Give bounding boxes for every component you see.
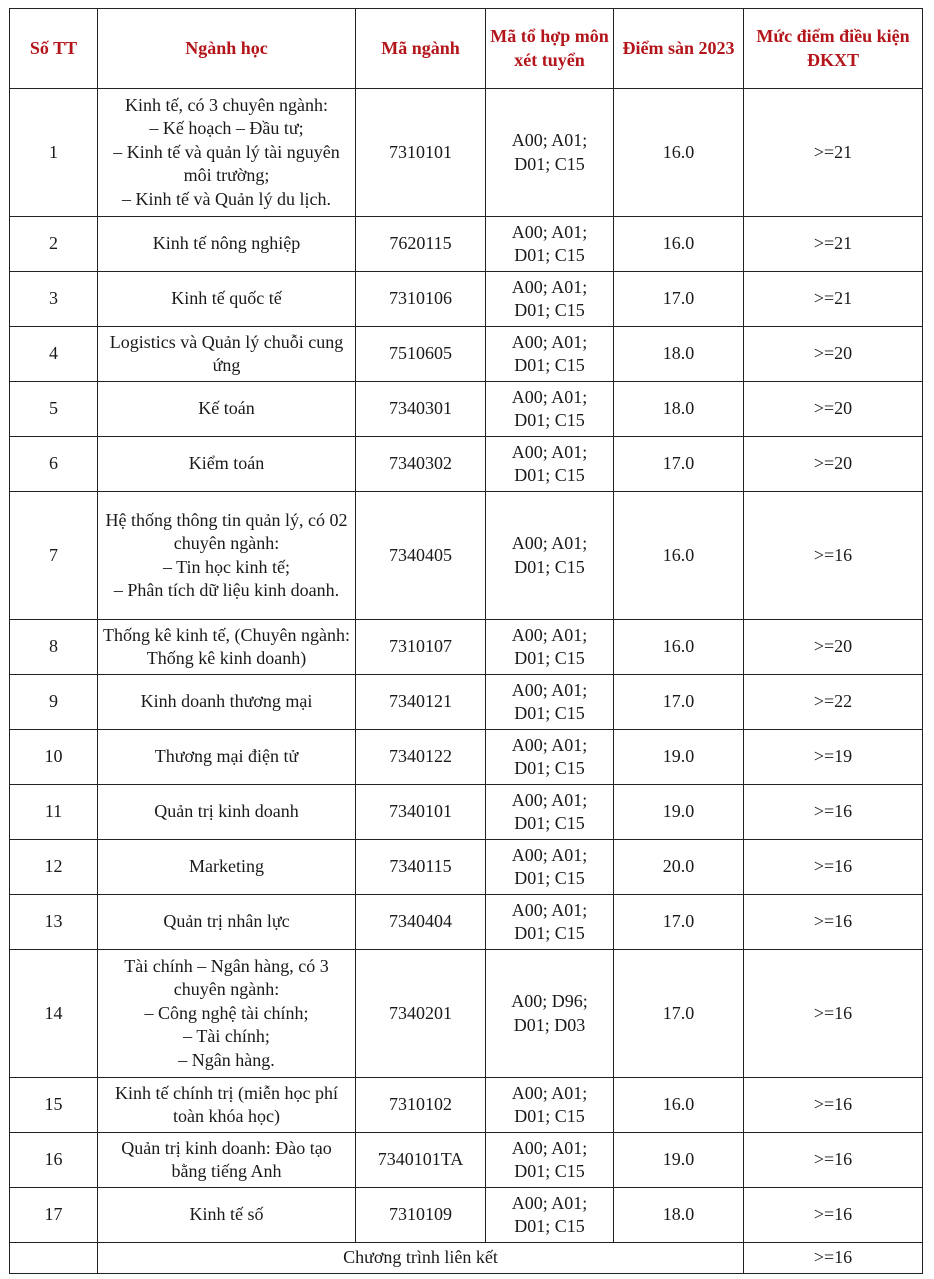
table-row — [10, 730, 923, 785]
cell-stt: 10 — [10, 730, 98, 785]
cell-code: 7310106 — [356, 272, 486, 327]
table-row — [10, 272, 923, 327]
cell-stt: 5 — [10, 382, 98, 437]
cell-floor: 17.0 — [614, 272, 744, 327]
cell-stt: 14 — [10, 950, 98, 1078]
cell-floor: 16.0 — [614, 1078, 744, 1133]
cell-code: 7340201 — [356, 950, 486, 1078]
cell-code: 7310107 — [356, 620, 486, 675]
cell-code: 7340122 — [356, 730, 486, 785]
cell-code: 7310109 — [356, 1188, 486, 1243]
table-row — [10, 950, 923, 1078]
cell-code: 7340302 — [356, 437, 486, 492]
table-row — [10, 1188, 923, 1243]
cell-major: Kế toán — [98, 382, 356, 437]
cell-cond: >=16 — [744, 492, 923, 620]
header-row — [10, 9, 923, 89]
cell-stt: 3 — [10, 272, 98, 327]
cell-cond: >=21 — [744, 272, 923, 327]
cell-floor: 18.0 — [614, 1188, 744, 1243]
cell-code: 7340404 — [356, 895, 486, 950]
cell-stt: 6 — [10, 437, 98, 492]
table-row — [10, 382, 923, 437]
cell-major: Logistics và Quản lý chuỗi cung ứng — [98, 327, 356, 382]
cell-cond: >=21 — [744, 217, 923, 272]
table-row — [10, 492, 923, 620]
cell-stt: 11 — [10, 785, 98, 840]
cell-combo: A00; A01; D01; C15 — [486, 272, 614, 327]
cell-stt: 7 — [10, 492, 98, 620]
cell-combo: A00; A01; D01; C15 — [486, 89, 614, 217]
table-row — [10, 895, 923, 950]
table-row — [10, 217, 923, 272]
table-row — [10, 437, 923, 492]
table-row — [10, 840, 923, 895]
cell-combo: A00; A01; D01; C15 — [486, 327, 614, 382]
header-stt: Số TT — [10, 9, 98, 89]
cell-cond: >=20 — [744, 327, 923, 382]
cell-major: Thương mại điện tử — [98, 730, 356, 785]
cell-major: Quản trị kinh doanh — [98, 785, 356, 840]
cell-floor: 17.0 — [614, 437, 744, 492]
cell-stt: 1 — [10, 89, 98, 217]
cell-floor: 18.0 — [614, 327, 744, 382]
cell-cond: >=16 — [744, 950, 923, 1078]
cell-combo: A00; A01; D01; C15 — [486, 840, 614, 895]
cell-floor: 16.0 — [614, 492, 744, 620]
cell-floor: 17.0 — [614, 950, 744, 1078]
cell-major: Kinh tế số — [98, 1188, 356, 1243]
cell-combo: A00; A01; D01; C15 — [486, 382, 614, 437]
cell-major: Marketing — [98, 840, 356, 895]
cell-cond: >=22 — [744, 675, 923, 730]
table-row — [10, 89, 923, 217]
cell-cond: >=20 — [744, 620, 923, 675]
cell-stt: 17 — [10, 1188, 98, 1243]
cell-combo: A00; A01; D01; C15 — [486, 730, 614, 785]
cell-stt: 16 — [10, 1133, 98, 1188]
cell-code: 7340115 — [356, 840, 486, 895]
cell-major: Kinh tế quốc tế — [98, 272, 356, 327]
header-floor: Điểm sàn 2023 — [614, 9, 744, 89]
cell-stt: 9 — [10, 675, 98, 730]
table-row — [10, 1078, 923, 1133]
cell-cond: >=16 — [744, 1078, 923, 1133]
cell-floor: 16.0 — [614, 89, 744, 217]
cell-combo: A00; A01; D01; C15 — [486, 437, 614, 492]
cell-major: Kinh tế, có 3 chuyên ngành: – Kế hoạch – Đầu tư; – Kinh tế và quản lý tài nguyên môi trường; – Kinh tế và Quản lý du lịch. — [98, 89, 356, 217]
cell-major: Kiểm toán — [98, 437, 356, 492]
cell-code: 7310102 — [356, 1078, 486, 1133]
cell-major: Thống kê kinh tế, (Chuyên ngành: Thống kê kinh doanh) — [98, 620, 356, 675]
cell-stt: 15 — [10, 1078, 98, 1133]
cell-combo: A00; A01; D01; C15 — [486, 217, 614, 272]
cell-code: 7340101TA — [356, 1133, 486, 1188]
cell-floor: 16.0 — [614, 620, 744, 675]
table-row — [10, 785, 923, 840]
cell-combo: A00; A01; D01; C15 — [486, 1078, 614, 1133]
cell-major: Kinh tế chính trị (miễn học phí toàn khóa học) — [98, 1078, 356, 1133]
cell-floor: 17.0 — [614, 675, 744, 730]
cell-code: 7340301 — [356, 382, 486, 437]
cell-floor: 20.0 — [614, 840, 744, 895]
cell-combo: A00; A01; D01; C15 — [486, 785, 614, 840]
cell-code: 7510605 — [356, 327, 486, 382]
header-cond: Mức điểm điều kiện ĐKXT — [744, 9, 923, 89]
table-row — [10, 1133, 923, 1188]
cell-cond: >=21 — [744, 89, 923, 217]
cell-floor: 16.0 — [614, 217, 744, 272]
table-row — [10, 675, 923, 730]
cell-floor: 19.0 — [614, 785, 744, 840]
cell-code: 7340101 — [356, 785, 486, 840]
cell-major: Hệ thống thông tin quản lý, có 02 chuyên ngành: – Tin học kinh tế; – Phân tích dữ liệu kinh doanh. — [98, 492, 356, 620]
footer-empty-cell — [10, 1243, 98, 1274]
cell-floor: 19.0 — [614, 1133, 744, 1188]
cell-combo: A00; A01; D01; C15 — [486, 1133, 614, 1188]
cell-stt: 8 — [10, 620, 98, 675]
table-row — [10, 327, 923, 382]
cell-combo: A00; D96; D01; D03 — [486, 950, 614, 1078]
cell-stt: 13 — [10, 895, 98, 950]
cell-combo: A00; A01; D01; C15 — [486, 895, 614, 950]
cell-cond: >=19 — [744, 730, 923, 785]
cell-cond: >=16 — [744, 1133, 923, 1188]
cell-combo: A00; A01; D01; C15 — [486, 1188, 614, 1243]
cell-code: 7620115 — [356, 217, 486, 272]
cell-cond: >=16 — [744, 1188, 923, 1243]
header-code: Mã ngành — [356, 9, 486, 89]
cell-floor: 17.0 — [614, 895, 744, 950]
header-major: Ngành học — [98, 9, 356, 89]
cell-floor: 19.0 — [614, 730, 744, 785]
cell-combo: A00; A01; D01; C15 — [486, 492, 614, 620]
table-row — [10, 620, 923, 675]
cell-code: 7340405 — [356, 492, 486, 620]
cell-stt: 4 — [10, 327, 98, 382]
cell-cond: >=16 — [744, 840, 923, 895]
cell-floor: 18.0 — [614, 382, 744, 437]
cell-combo: A00; A01; D01; C15 — [486, 675, 614, 730]
footer-row — [10, 1243, 923, 1274]
cell-code: 7310101 — [356, 89, 486, 217]
cell-major: Kinh doanh thương mại — [98, 675, 356, 730]
footer-label: Chương trình liên kết — [98, 1243, 744, 1274]
cell-stt: 2 — [10, 217, 98, 272]
cell-major: Tài chính – Ngân hàng, có 3 chuyên ngành: – Công nghệ tài chính; – Tài chính; – Ngân hàng. — [98, 950, 356, 1078]
cell-cond: >=20 — [744, 437, 923, 492]
cell-cond: >=16 — [744, 895, 923, 950]
cell-stt: 12 — [10, 840, 98, 895]
cell-major: Kinh tế nông nghiệp — [98, 217, 356, 272]
header-combo: Mã tổ hợp môn xét tuyển — [486, 9, 614, 89]
footer-cond: >=16 — [744, 1243, 923, 1274]
cell-cond: >=20 — [744, 382, 923, 437]
cell-code: 7340121 — [356, 675, 486, 730]
cell-major: Quản trị kinh doanh: Đào tạo bằng tiếng Anh — [98, 1133, 356, 1188]
cell-combo: A00; A01; D01; C15 — [486, 620, 614, 675]
admission-table — [9, 8, 923, 1274]
cell-major: Quản trị nhân lực — [98, 895, 356, 950]
cell-cond: >=16 — [744, 785, 923, 840]
